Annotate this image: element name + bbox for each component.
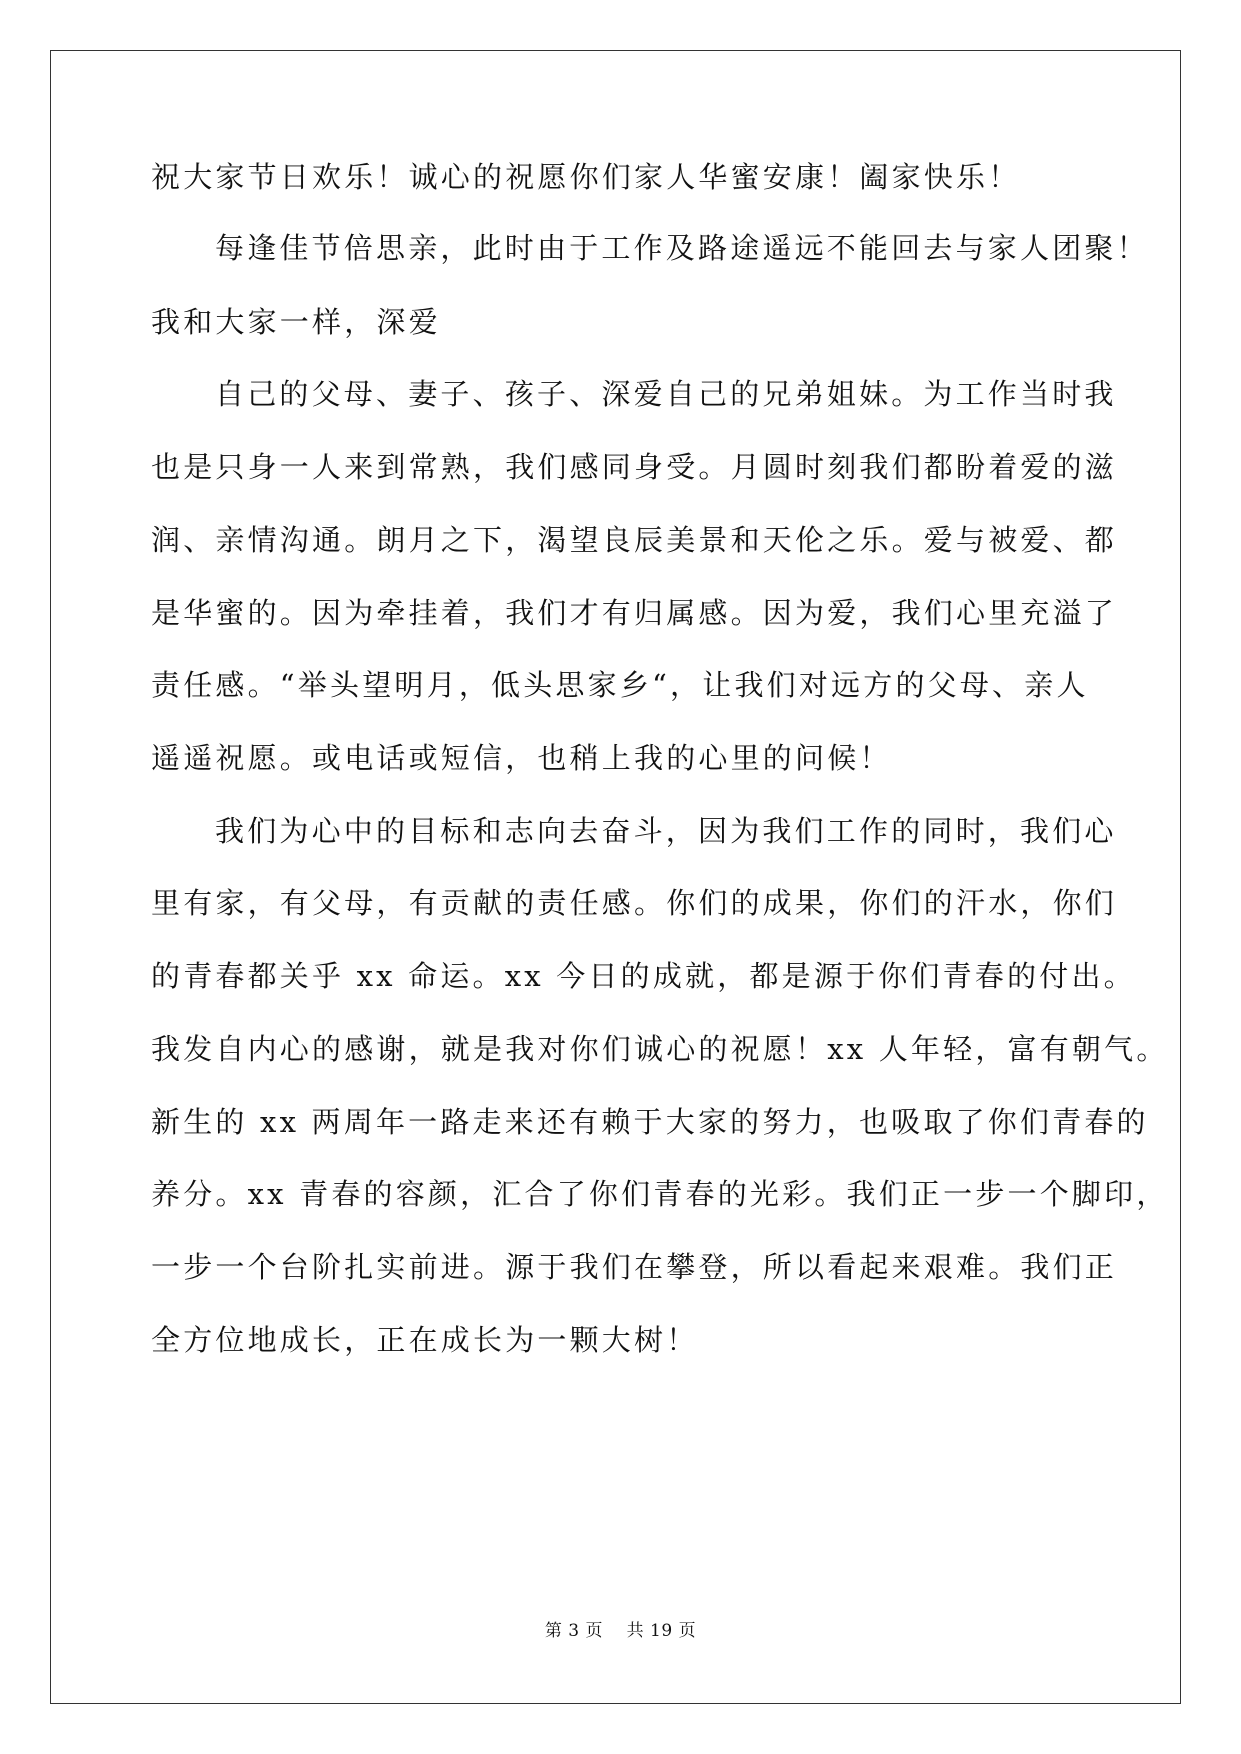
- text-line: 里有家，有父母，有贡献的责任感。你们的成果，你们的汗水，你们: [151, 886, 1118, 920]
- page-border: [50, 50, 1181, 1704]
- text-line: 全方位地成长，正在成长为一颗大树！: [151, 1323, 699, 1357]
- text-line: 我和大家一样，深爱: [151, 305, 441, 339]
- text-line: 责任感。“举头望明月，低头思家乡“，让我们对远方的父母、亲人: [151, 668, 1089, 702]
- text-line: 每逢佳节倍思亲，此时由于工作及路途遥远不能回去与家人团聚！: [215, 231, 1149, 265]
- text-line: 祝大家节日欢乐！诚心的祝愿你们家人华蜜安康！阖家快乐！: [151, 160, 1021, 194]
- text-line: 也是只身一人来到常熟，我们感同身受。月圆时刻我们都盼着爱的滋: [151, 450, 1118, 484]
- text-line: 遥遥祝愿。或电话或短信，也稍上我的心里的问候！: [151, 741, 892, 775]
- text-line: 我发自内心的感谢，就是我对你们诚心的祝愿！xx 人年轻，富有朝气。: [151, 1032, 1169, 1066]
- text-line: 的青春都关乎 xx 命运。xx 今日的成就，都是源于你们青春的付出。: [151, 959, 1136, 993]
- text-line: 是华蜜的。因为牵挂着，我们才有归属感。因为爱，我们心里充溢了: [151, 596, 1118, 630]
- page-footer: 第 3 页 共 19 页: [544, 1621, 697, 1641]
- text-line: 养分。xx 青春的容颜，汇合了你们青春的光彩。我们正一步一个脚印，: [151, 1177, 1169, 1211]
- text-line: 润、亲情沟通。朗月之下，渴望良辰美景和天伦之乐。爱与被爱、都: [151, 523, 1118, 557]
- text-line: 一步一个台阶扎实前进。源于我们在攀登，所以看起来艰难。我们正: [151, 1250, 1118, 1284]
- text-line: 自己的父母、妻子、孩子、深爱自己的兄弟姐妹。为工作当时我: [215, 377, 1117, 411]
- text-line: 新生的 xx 两周年一路走来还有赖于大家的努力，也吸取了你们青春的: [151, 1105, 1149, 1139]
- text-line: 我们为心中的目标和志向去奋斗，因为我们工作的同时，我们心: [215, 814, 1117, 848]
